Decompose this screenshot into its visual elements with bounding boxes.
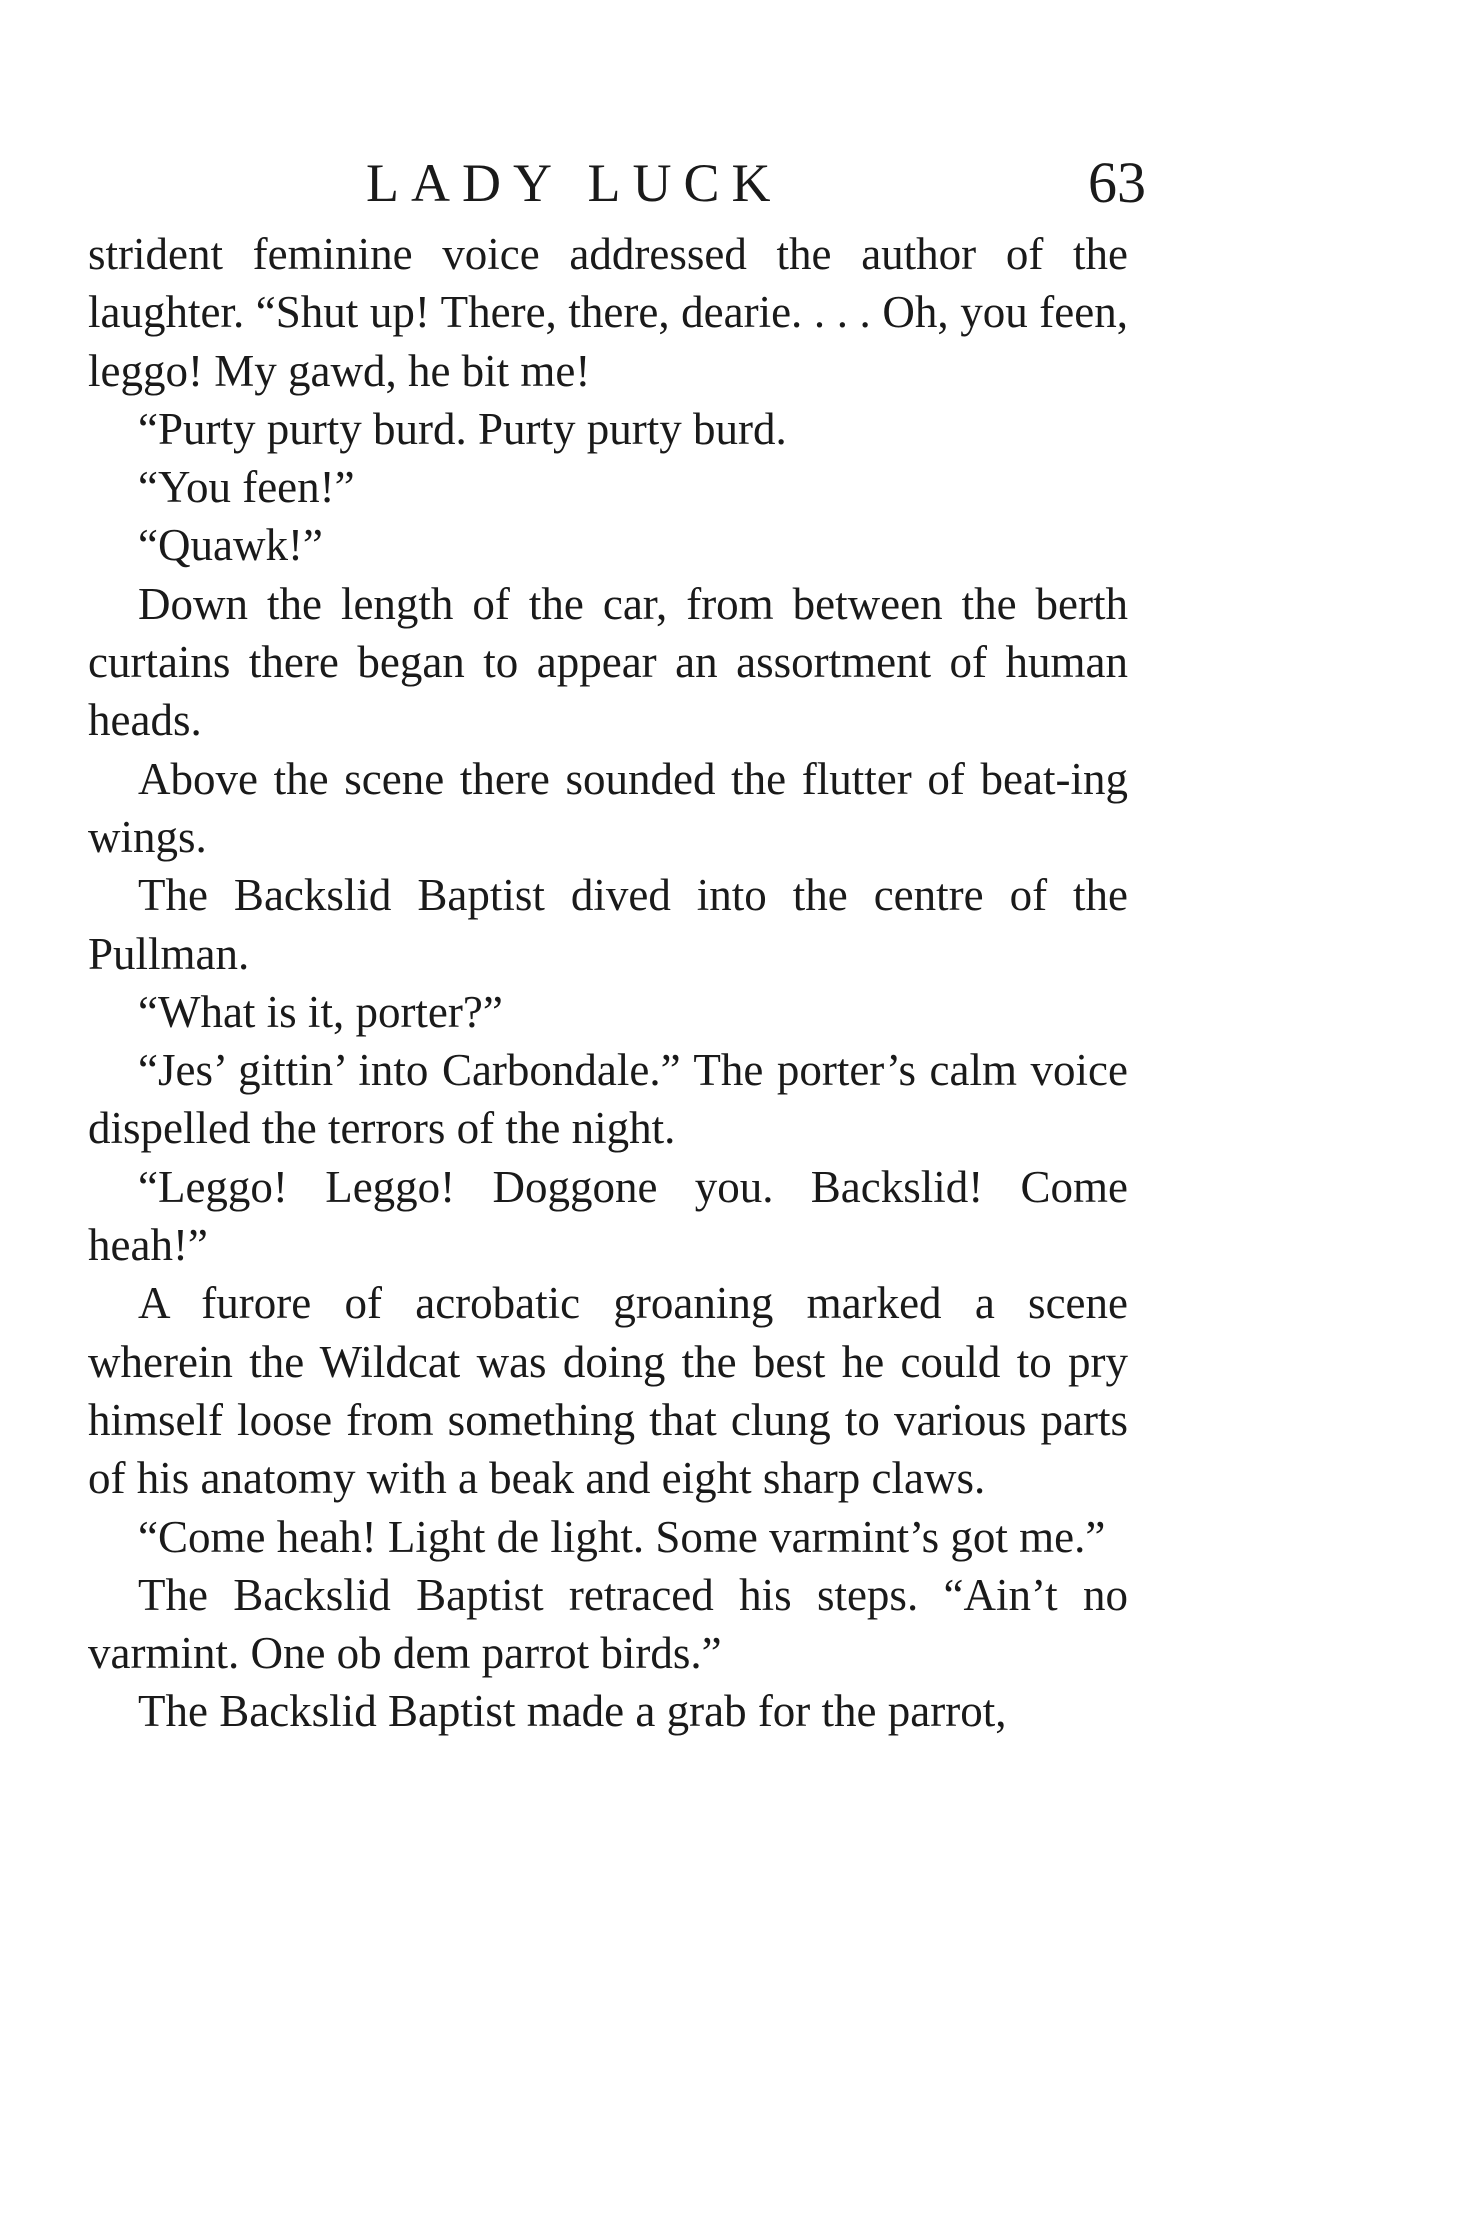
paragraph: Above the scene there sounded the flutter of beat-ing wings. [88,753,1128,862]
paragraph: The Backslid Baptist made a grab for the parrot, [138,1686,1007,1737]
running-title: LADY LUCK [366,153,783,213]
paragraph: “Come heah! Light de light. Some varmint’s got me.” [138,1511,1106,1562]
paragraph: “Purty purty burd. Purty purty burd. [138,403,787,454]
page-header [88,148,1146,218]
paragraph: Down the length of the car, from between the berth curtains there began to appear an assortment of human heads. [88,578,1128,746]
paragraph: The Backslid Baptist dived into the centre of the Pullman. [88,870,1128,979]
paragraph: A furore of acrobatic groaning marked a scene wherein the Wildcat was doing the best he could to pry himself loose from something that clung to various parts of his anatomy with a beak and eight sharp claws. [88,1278,1128,1504]
paragraph: “Leggo! Leggo! Doggone you. Backslid! Come heah!” [88,1161,1128,1271]
paragraph: “Jes’ gittin’ into Carbondale.” The porter’s calm voice dispelled the terrors of the night. [88,1045,1128,1154]
paragraph: “You feen!” [138,462,355,513]
page-number: 63 [1088,150,1146,215]
paragraph: “Quawk!” [138,520,323,571]
body-text [88,225,1128,1741]
paragraph-continued: strident feminine voice addressed the author of the laughter. “Shut up! There, there, dearie. . . . Oh, you feen, leggo! My gawd, he bit me! [88,229,1128,396]
paragraph: “What is it, porter?” [138,986,503,1037]
paragraph: The Backslid Baptist retraced his steps. “Ain’t no varmint. One ob dem parrot birds.” [88,1569,1128,1679]
